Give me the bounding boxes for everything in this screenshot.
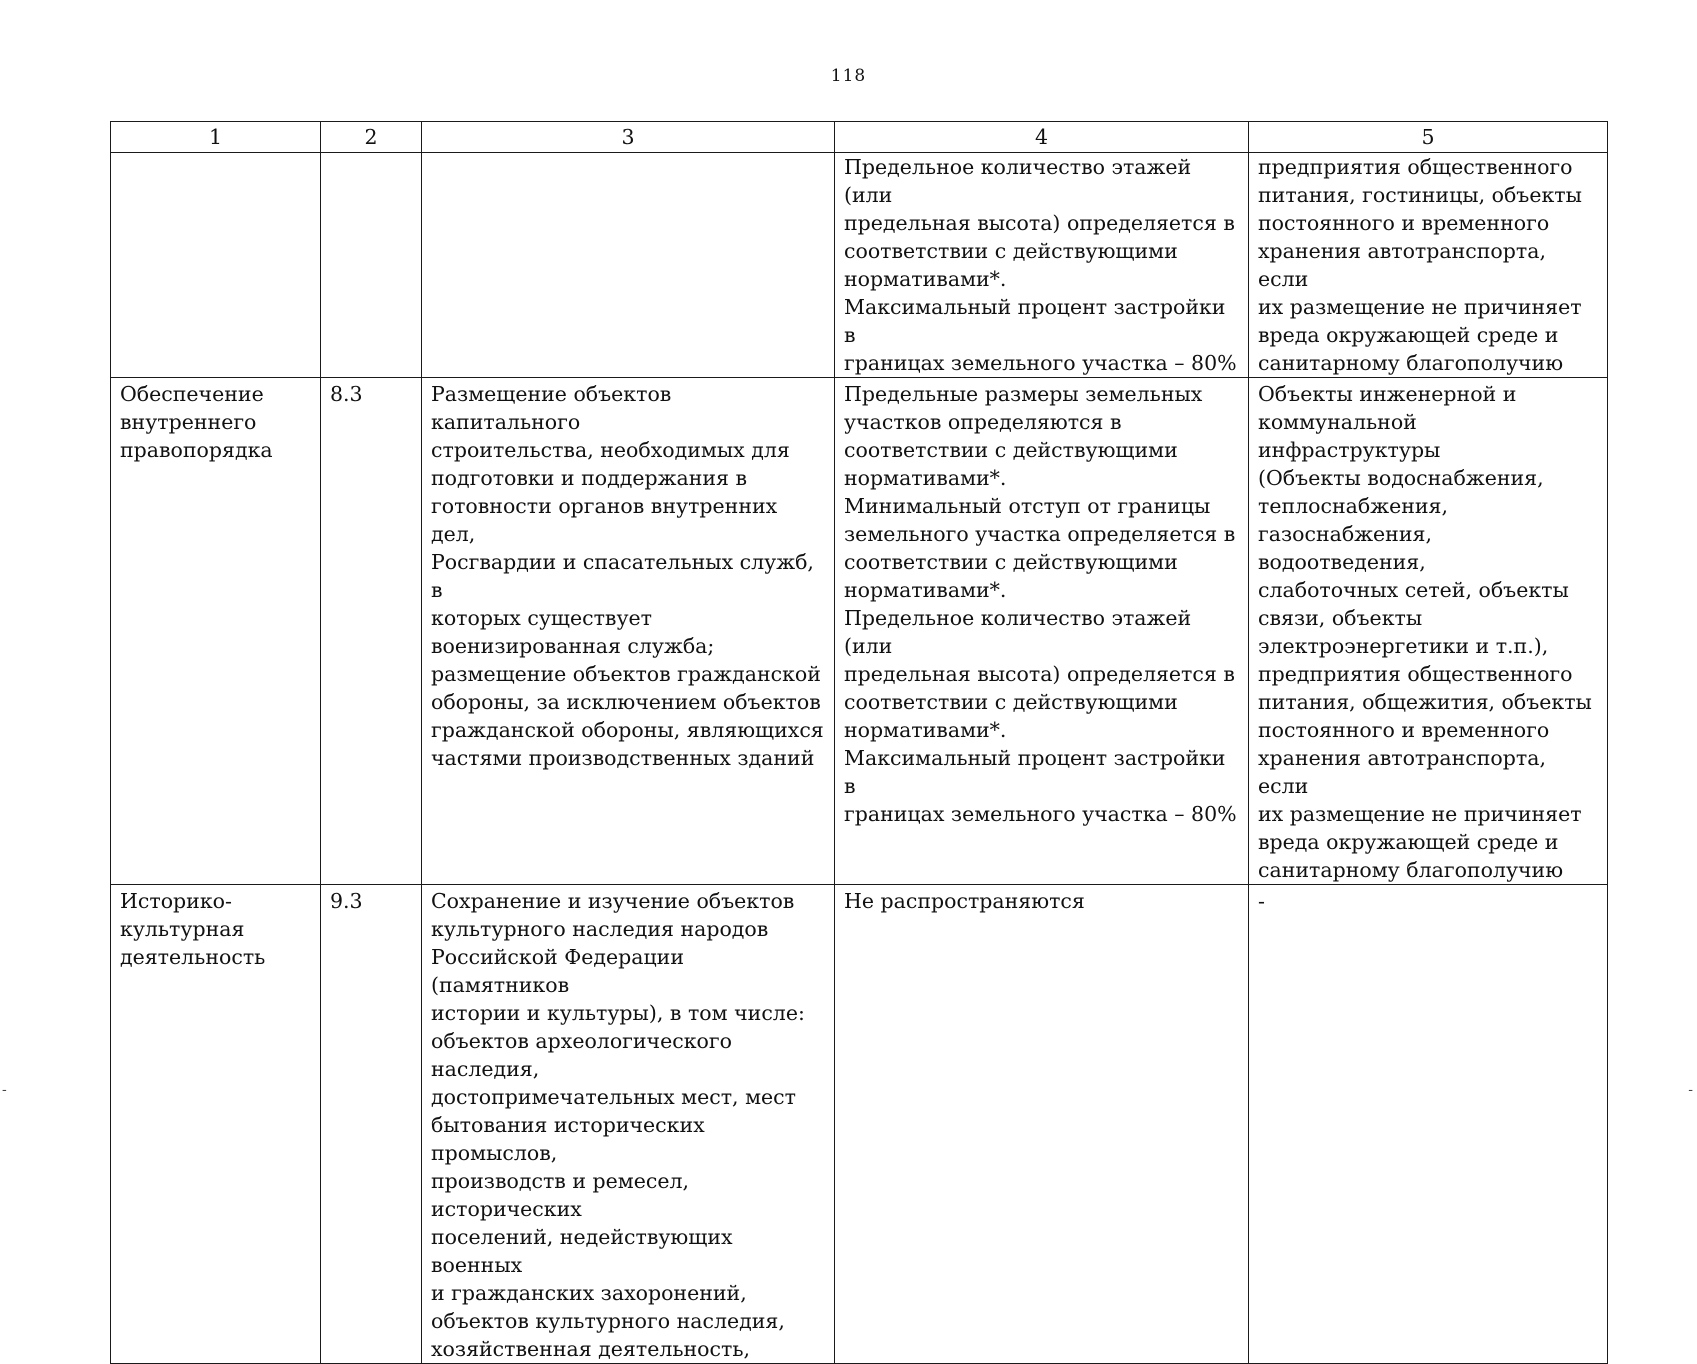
cell-use-name xyxy=(111,885,321,1364)
cell-use-code xyxy=(321,378,422,885)
cell-use-description xyxy=(422,378,835,885)
cell-use-description xyxy=(422,885,835,1364)
cell-use-name xyxy=(111,378,321,885)
header-col-3: 3 xyxy=(422,122,835,153)
cell-text: - xyxy=(1258,889,1265,913)
cell-text: Сохранение и изучение объектов культурного наследия народов Российской Федерации (памятников истории и культуры), в том числе: объектов археологического наследия, достопримечательных мест, мест бытования исторических промыслов, производств и ремесел, исторических поселений, недействующих военных и гражданских захоронений, объектов культурного наследия, хозяйственная деятельность, xyxy=(431,889,805,1361)
cell-auxiliary-uses xyxy=(1249,885,1608,1364)
cell-text: Предельное количество этажей (или предельная высота) определяется в соответствии с действующими нормативами*. Максимальный процент застройки в границах земельного участка – 80% xyxy=(844,155,1237,375)
cell-text: Предельные размеры земельных участков определяются в соответствии с действующими нормативами*. Минимальный отступ от границы земельного участка определяется в соответствии с действующими нормативами*. Предельное количество этажей (или предельная высота) определяется в соответствии с действующими нормативами*. Максимальный процент застройки в границах земельного участка – 80% xyxy=(844,382,1237,826)
header-row xyxy=(111,122,1608,153)
cell-parameters xyxy=(835,378,1249,885)
cell-use-code xyxy=(321,885,422,1364)
table-row xyxy=(111,885,1608,1364)
cell-parameters xyxy=(835,885,1249,1364)
cell-text: Размещение объектов капитального строительства, необходимых для подготовки и поддержания в готовности органов внутренних дел, Росгвардии и спасательных служб, в которых существует военизированная служба; размещение объектов гражданской обороны, за исключением объектов гражданской обороны, являющихся частями производственных зданий xyxy=(431,382,824,770)
cell-parameters xyxy=(835,153,1249,378)
page-number: 118 xyxy=(830,66,867,86)
cell-use-code xyxy=(321,153,422,378)
margin-mark-left: - xyxy=(2,1082,7,1098)
cell-auxiliary-uses xyxy=(1249,378,1608,885)
cell-text: предприятия общественного питания, гостиницы, объекты постоянного и временного хранения автотранспорта, если их размещение не причиняет вреда окружающей среде и санитарному благополучию xyxy=(1258,155,1582,375)
table-header xyxy=(111,122,1608,153)
table-row xyxy=(111,378,1608,885)
cell-use-description xyxy=(422,153,835,378)
cell-text: Не распространяются xyxy=(844,889,1085,913)
cell-text: Объекты инженерной и коммунальной инфраструктуры (Объекты водоснабжения, теплоснабжения, газоснабжения, водоотведения, слаботочных сетей, объекты связи, объекты электроэнергетики и т.п.), предприятия общественного питания, общежития, объекты постоянного и временного хранения автотранспорта, если их размещение не причиняет вреда окружающей среде и санитарному благополучию xyxy=(1258,382,1592,882)
table-row xyxy=(111,153,1608,378)
table-body xyxy=(111,153,1608,1364)
header-col-4: 4 xyxy=(835,122,1249,153)
cell-text: Обеспечение внутреннего правопорядка xyxy=(120,382,273,462)
land-use-regulations-table xyxy=(110,121,1608,1364)
cell-use-name xyxy=(111,153,321,378)
cell-text: Историко- культурная деятельность xyxy=(120,889,266,969)
header-col-5: 5 xyxy=(1249,122,1608,153)
margin-mark-right: - xyxy=(1688,1082,1693,1098)
cell-text: 8.3 xyxy=(330,382,363,406)
cell-auxiliary-uses xyxy=(1249,153,1608,378)
cell-text: 9.3 xyxy=(330,889,363,913)
header-col-1: 1 xyxy=(111,122,321,153)
header-col-2: 2 xyxy=(321,122,422,153)
